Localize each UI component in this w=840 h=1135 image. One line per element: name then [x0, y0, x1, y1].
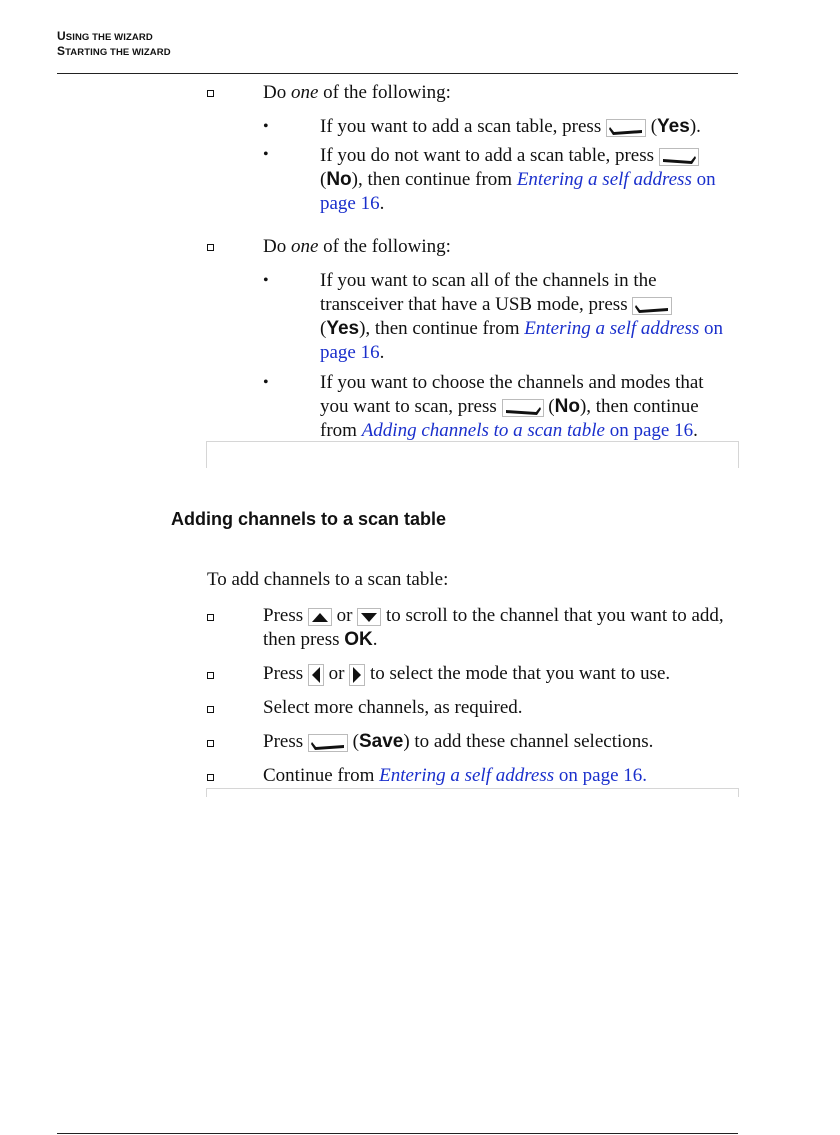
- section-header: STARTING THE WIZARD: [57, 44, 171, 58]
- bullet-dot-icon: •: [263, 118, 269, 135]
- step-checkbox-icon: [207, 244, 214, 251]
- step-checkbox-icon: [207, 672, 214, 679]
- right-softkey-icon: [502, 399, 544, 417]
- left-softkey-icon: [308, 734, 348, 752]
- header-rule: [57, 73, 738, 74]
- content-frame: [206, 788, 739, 797]
- section-intro: To add channels to a scan table:: [207, 569, 449, 590]
- bullet-dot-icon: •: [263, 146, 269, 163]
- step-1-option-no: If you do not want to add a scan table, press (No), then continue from Entering a self address on page 16.: [320, 145, 716, 214]
- up-arrow-icon: [308, 608, 332, 626]
- section-step-continue: Continue from Entering a self address on page 16.: [263, 765, 648, 786]
- content-frame: [206, 441, 739, 468]
- left-arrow-icon: [308, 664, 324, 686]
- section-step-scroll: Press or to scroll to the channel that you want to add, then press OK.: [263, 605, 724, 650]
- link-adding-channels[interactable]: Adding channels to a scan table: [361, 420, 605, 441]
- section-step-select-more: Select more channels, as required.: [263, 697, 523, 718]
- step-checkbox-icon: [207, 90, 214, 97]
- section-title: Adding channels to a scan table: [171, 509, 447, 529]
- left-softkey-icon: [632, 297, 672, 315]
- bullet-dot-icon: •: [263, 272, 269, 289]
- step-checkbox-icon: [207, 706, 214, 713]
- link-entering-self-address[interactable]: Entering a self address: [516, 169, 692, 190]
- link-page-16[interactable]: page 16: [320, 193, 380, 214]
- right-softkey-icon: [659, 148, 699, 166]
- right-arrow-icon: [349, 664, 365, 686]
- down-arrow-icon: [357, 608, 381, 626]
- footer-rule: [57, 1133, 738, 1134]
- bullet-dot-icon: •: [263, 374, 269, 391]
- link-entering-self-address[interactable]: Entering a self address: [524, 318, 700, 339]
- step-2-intro: Do one of the following:: [263, 236, 451, 257]
- link-page-16[interactable]: page 16: [320, 342, 380, 363]
- left-softkey-icon: [606, 119, 646, 137]
- step-1-option-yes: If you want to add a scan table, press (Yes).: [320, 116, 701, 137]
- step-checkbox-icon: [207, 774, 214, 781]
- link-entering-self-address[interactable]: Entering a self address: [379, 765, 555, 786]
- section-step-mode: Press or to select the mode that you want to use.: [263, 663, 671, 684]
- section-step-save: Press (Save) to add these channel selections.: [263, 731, 654, 752]
- step-checkbox-icon: [207, 740, 214, 747]
- step-checkbox-icon: [207, 614, 214, 621]
- step-2-option-yes: If you want to scan all of the channels in the transceiver that have a USB mode, press (Yes), then continue from Entering a self address on page 16.: [320, 270, 724, 363]
- step-1-intro: Do one of the following:: [263, 82, 451, 103]
- chapter-header: USING THE WIZARD: [57, 29, 153, 43]
- step-2-option-no: If you want to choose the channels and modes that you want to scan, press (No), then continue from Adding channels to a scan table on page 16.: [320, 372, 704, 441]
